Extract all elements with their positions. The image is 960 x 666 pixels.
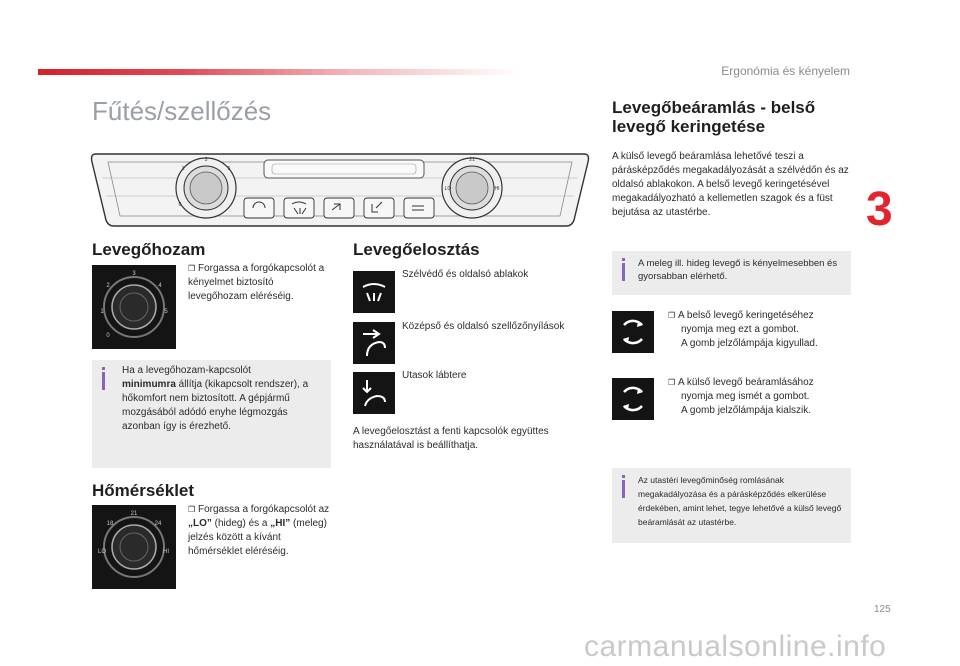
svg-text:21: 21 [130,511,138,517]
bullet-icon: ❒ [668,311,676,320]
air-quality-info-box [612,468,851,543]
recirculation-info-text: A meleg ill. hideg levegő is kényelmesebben és gyorsabban elérhető. [638,258,838,282]
distribution-note: A levegőelosztást a fenti kapcsolók együttes használatával is beállíthatja. [353,426,549,451]
footwell-icon [353,372,395,414]
recirculation-heading: Levegőbeáramlás - belső levegő keringetése [612,98,816,136]
svg-text:1: 1 [100,309,104,315]
svg-text:18: 18 [106,521,114,527]
airflow-info-text: Ha a levegőhozam-kapcsolót minimumra állítja (kikapcsolt rendszer), a hőkomfort nem biztosított. A gépjármű mozgásából adódó enyhe légmozgás azonban így is érezhető. [122,365,309,432]
air-quality-info-text: Az utastéri levegőminőség romlásának megakadályozása és a párásképződés elkerülése érdekében, amint lehet, tegye lehetővé a külső levegő beáramlását az utastérbe. [638,475,842,527]
distribution-item-footwell: Utasok lábtere [402,370,467,381]
control-panel-illustration [88,148,592,230]
airflow-dial-icon [92,265,176,349]
recirculation-info-box [612,251,851,295]
windscreen-icon [353,271,395,313]
temperature-dial-illustration [442,157,502,218]
recirculation-inner-text: ❒ A belső levegő keringetéséhez nyomja meg ezt a gombot. A gomb jelzőlámpája kigyullad. [668,310,818,349]
outside-air-icon [612,378,654,420]
svg-text:4: 4 [158,283,162,289]
distribution-item-windscreen: Szélvédő és oldalsó ablakok [402,269,529,280]
svg-text:24: 24 [154,521,162,527]
recirculation-icon [612,311,654,353]
airflow-heading: Levegőhozam [92,240,206,259]
bullet-icon: ❒ [188,264,196,273]
info-icon [622,258,625,261]
svg-text:0: 0 [106,333,110,339]
svg-text:3: 3 [204,157,208,163]
temperature-instruction: ❒ Forgassa a forgókapcsolót az „LO” (hideg) és a „HI” (meleg) jelzés között a kívánt hőmérséklet eléréséig. [188,504,330,557]
section-title: Ergonómia és kényelem [721,64,850,78]
recirculation-outer-text: ❒ A külső levegő beáramlásához nyomja meg ismét a gombot. A gomb jelzőlámpája kialszik. [668,377,814,416]
svg-text:HI: HI [494,186,500,192]
info-icon [622,475,625,478]
page-number: 125 [874,604,891,615]
svg-text:5: 5 [227,166,231,172]
svg-text:LO: LO [97,549,107,555]
svg-text:21: 21 [469,157,475,163]
chapter-number: 3 [866,183,893,236]
bullet-icon: ❒ [668,378,676,387]
recirculation-intro: A külső levegő beáramlása lehetővé teszi a párásképződés megakadályozását a szélvédőn és az oldalsó ablakokon. A belső levegő keringetésével megakadályozható a kellemetlen szagok és a füst bejutása az utastérbe. [612,151,849,218]
face-vent-icon [353,322,395,364]
watermark: carmanualsonline.info [584,630,887,663]
distribution-item-face: Középső és oldalsó szellőzőnyílások [402,321,565,332]
airflow-info-box [92,360,331,468]
svg-text:1: 1 [181,166,185,172]
airflow-dial-illustration [176,157,236,218]
page-title: Fűtés/szellőzés [92,96,272,126]
bullet-icon: ❒ [188,505,196,514]
distribution-heading: Levegőelosztás [353,240,480,259]
svg-text:2: 2 [106,283,110,289]
info-icon [102,367,105,370]
airflow-instruction: ❒ Forgassa a forgókapcsolót a kényelmet biztosító levegőhozam eléréséig. [188,263,325,302]
panel-buttons-illustration [244,198,434,218]
svg-text:HI: HI [163,549,169,555]
svg-text:3: 3 [132,271,136,277]
header-accent-bar [38,69,518,75]
temperature-heading: Hőmérséklet [92,481,195,500]
svg-text:5: 5 [164,309,168,315]
svg-text:0: 0 [178,202,182,208]
svg-text:LO: LO [444,186,452,192]
temperature-dial-icon [92,505,176,589]
